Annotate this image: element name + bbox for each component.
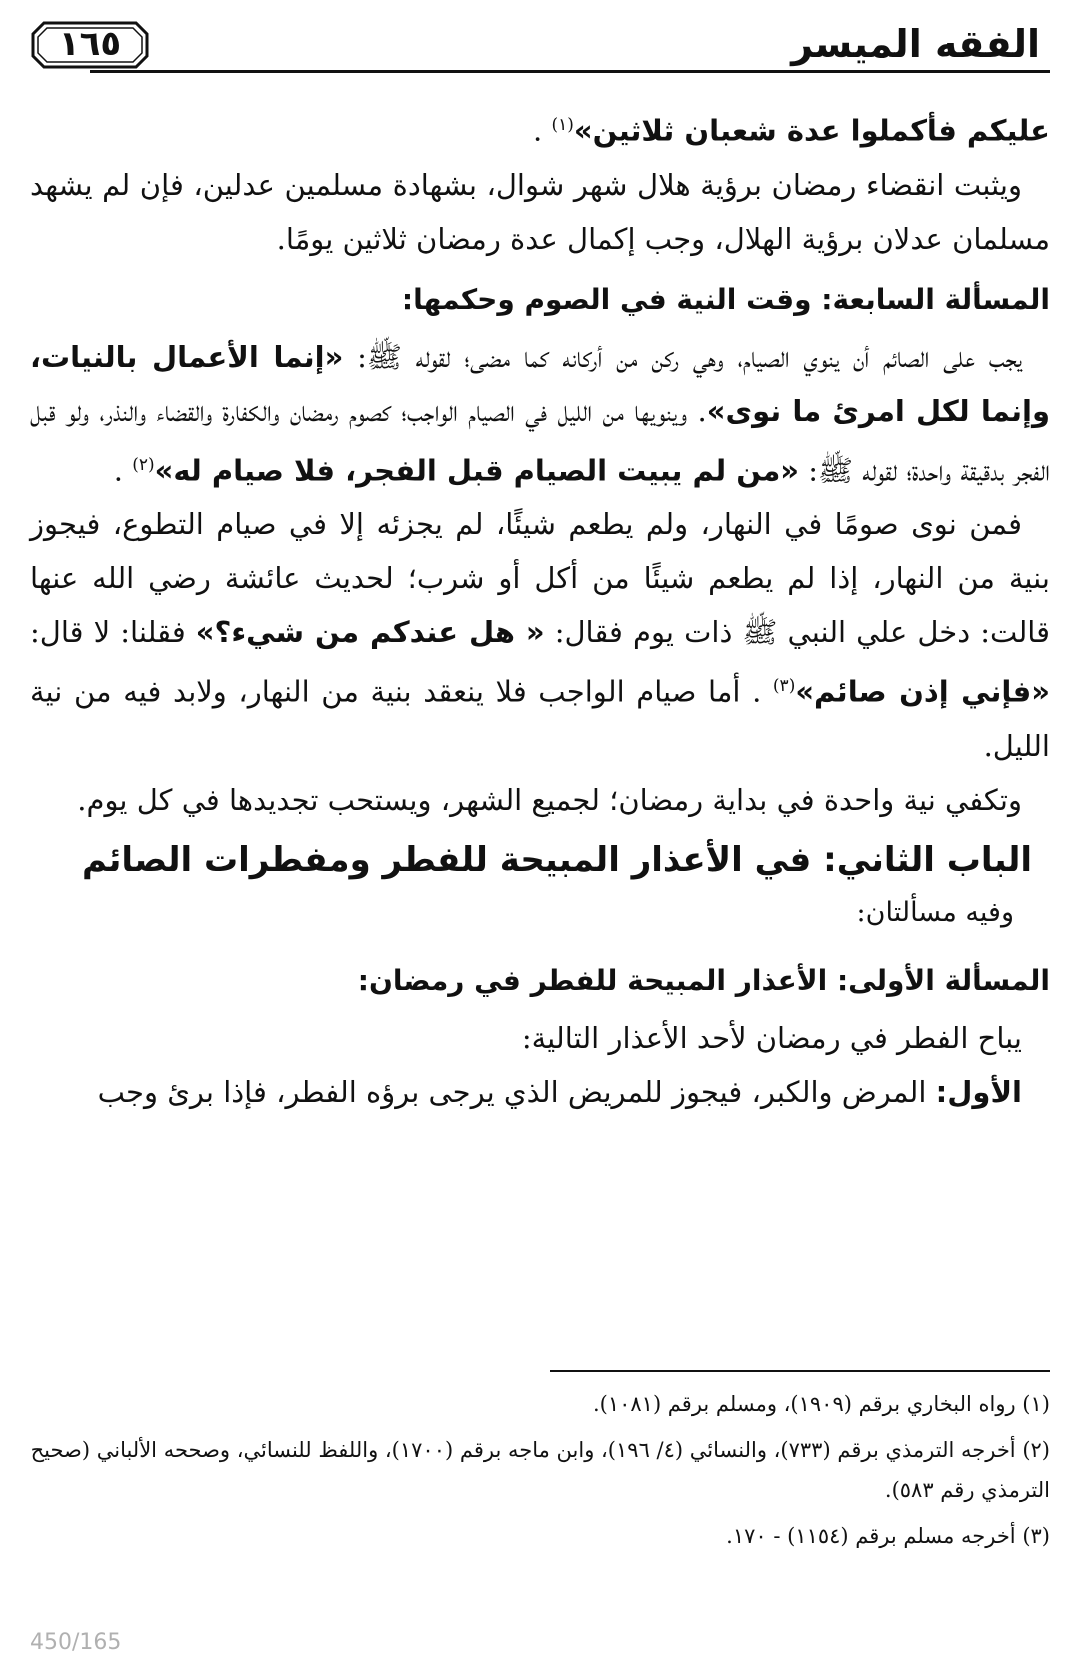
footnote-rule — [550, 1370, 1050, 1372]
footnote-ref: (٣) — [772, 676, 796, 697]
header-rule — [90, 70, 1050, 73]
hadith-quote: «إنما الأعمال بالنيات، وإنما لكل امرئ ما نوى» — [30, 339, 1051, 428]
paragraph-text: فقلنا: لا قال: — [30, 615, 196, 650]
paragraph-text: . — [113, 453, 133, 488]
page-counter: 450/165 — [30, 1630, 122, 1655]
paragraph-1 — [30, 98, 1050, 158]
footnote-2: (٢) أخرجه الترمذي برقم (٧٣٣)، والنسائي (٤/ ١٩٦)، وابن ماجه برقم (١٧٠٠)، واللفظ للنسائي، وصححه الألباني (صحيح الترمذي رقم ٥٨٣). — [30, 1438, 1050, 1502]
paragraph-text: يباح الفطر في رمضان لأحد الأعذار التالية: — [521, 1020, 1022, 1055]
paragraph-text: فمن نوى صومًا في النهار، ولم يطعم شيئًا، لم يجزئه إلا في صيام التطوع، فيجوز بنية من النهار، إذا لم يطعم شيئًا من أكل أو شرب؛ لحديث عائشة رضي الله عنها قالت: دخل علي النبي ﷺ ذات يوم فقال: — [30, 507, 1050, 650]
paragraph-text: . أما صيام الواجب فلا ينعقد بنية من النهار، ولابد فيه من نية الليل. — [30, 674, 1050, 763]
footnote-ref: (١) — [551, 115, 574, 135]
paragraph-text: المرض والكبر، فيجوز للمريض الذي يرجى برؤه الفطر، فإذا برئ وجب — [97, 1074, 936, 1109]
running-title: الفقه الميسر — [791, 22, 1040, 66]
page-number: ١٦٥ — [58, 24, 122, 64]
paragraph-3 — [30, 330, 1050, 498]
paragraph-text: يجب على الصائم أن ينوي الصيام، وهي ركن من أركانه كما مضى؛ لقوله ﷺ: — [343, 339, 1022, 374]
section-heading: المسألة السابعة: وقت النية في الصوم وحكمها: — [401, 282, 1050, 316]
footnote-1: (١) رواه البخاري برقم (١٩٠٩)، ومسلم برقم (١٠٨١). — [592, 1392, 1050, 1416]
paragraph-text: وتكفي نية واحدة في بداية رمضان؛ لجميع الشهر، ويستحب تجديدها في كل يوم. — [77, 782, 1022, 817]
paragraph-7 — [30, 1065, 1050, 1119]
footnotes — [30, 1378, 1050, 1562]
paragraph-4 — [30, 497, 1050, 773]
footnote-3: (٣) أخرجه مسلم برقم (١١٥٤) - ١٧٠. — [726, 1524, 1050, 1548]
hadith-quote: «من لم يبيت الصيام قبل الفجر، فلا صيام له» — [154, 453, 800, 488]
section-heading: المسألة الأولى: الأعذار المبيحة للفطر في رمضان: — [357, 963, 1050, 997]
chapter-subtitle: وفيه مسألتان: — [856, 896, 1014, 928]
paragraph-5 — [30, 773, 1050, 827]
paragraph-text: ويثبت انقضاء رمضان برؤية هلال شهر شوال، بشهادة مسلمين عدلين، فإن لم يشهد مسلمان عدلان برؤية الهلال، وجب إكمال عدة رمضان ثلاثين يومًا. — [30, 167, 1050, 256]
paragraph-text: . — [533, 113, 552, 148]
main-text — [30, 98, 1050, 1119]
hadith-quote: « هل عندكم من شيء؟» — [195, 615, 545, 650]
paragraph-text: . وينويها من الليل في الصيام الواجب؛ كصوم رمضان والكفارة والقضاء والنذر، ولو قبل الفجر بدقيقة واحدة؛ لقوله ﷺ: — [30, 393, 1050, 488]
footnote-ref: (٢) — [132, 454, 155, 475]
chapter-heading: الباب الثاني: في الأعذار المبيحة للفطر ومفطرات الصائم — [82, 839, 1032, 880]
list-lead: الأول: — [935, 1074, 1022, 1109]
hadith-quote: عليكم فأكملوا عدة شعبان ثلاثين» — [573, 113, 1050, 148]
paragraph-2 — [30, 158, 1050, 266]
paragraph-6 — [30, 1011, 1050, 1065]
page-number-badge — [30, 20, 150, 70]
hadith-quote: «فإني إذن صائم» — [795, 674, 1050, 709]
